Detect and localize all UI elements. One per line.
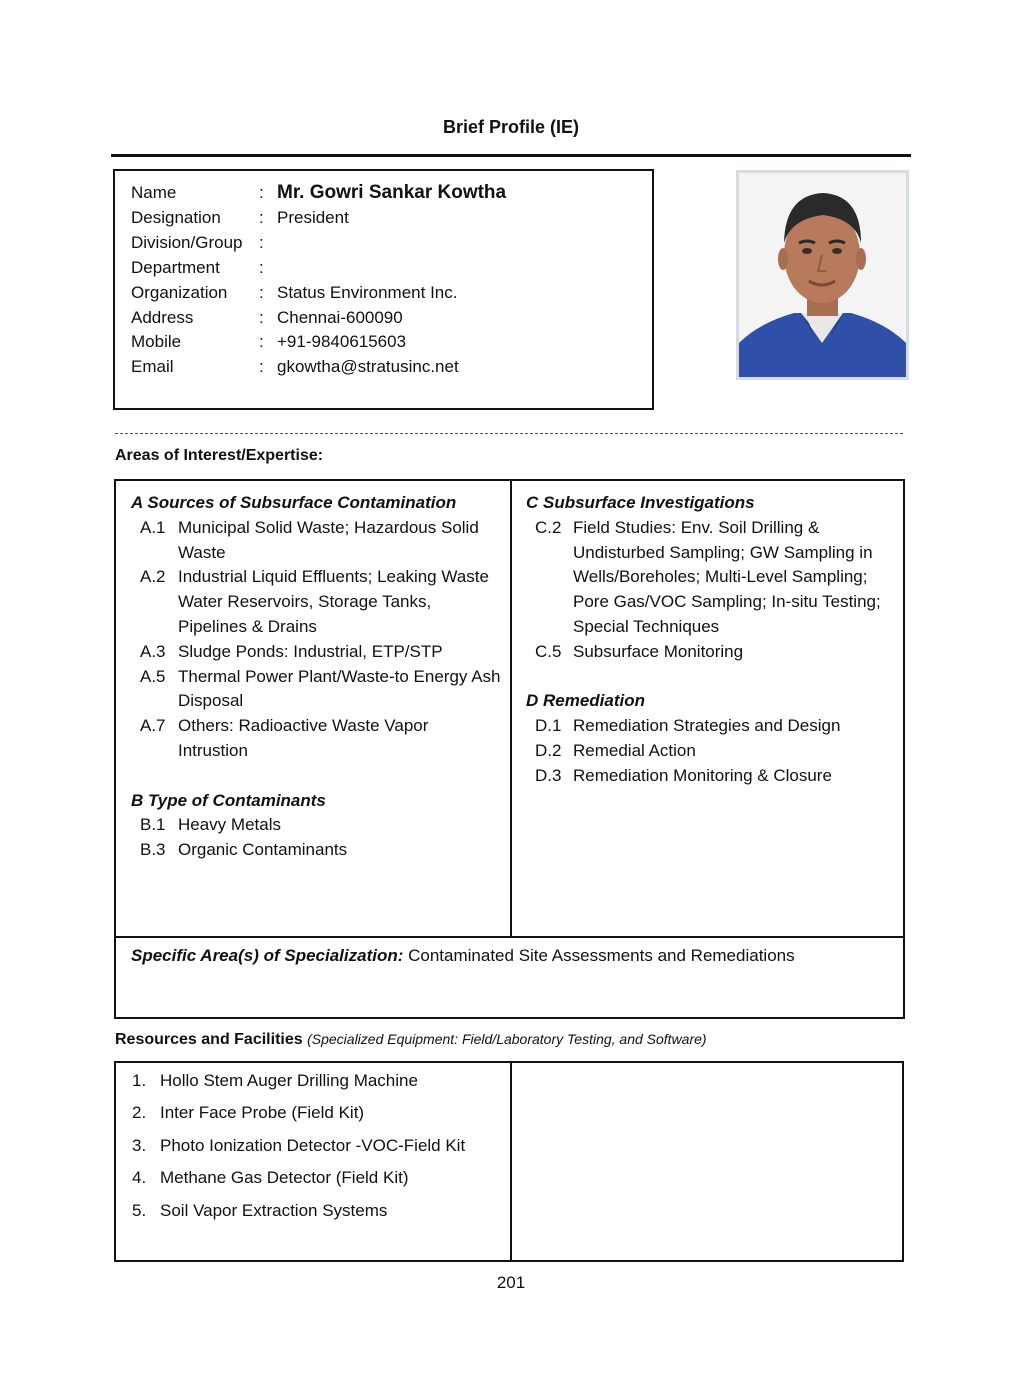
info-colon: : [259,332,264,351]
info-value: +91-9840615603 [277,332,407,351]
info-value: President [277,208,349,227]
info-label: Email [131,357,174,376]
resources-subtitle: (Specialized Equipment: Field/Laboratory Testing, and Software) [307,1031,707,1047]
item-code: D.1 [535,716,562,736]
list-item [131,813,503,838]
info-colon: : [259,357,264,376]
info-box [113,169,654,410]
info-colon: : [259,183,264,202]
areas-table [114,479,905,1019]
item-text: Remediation Monitoring & Closure [573,765,832,785]
page-title: Brief Profile (IE) [442,117,580,137]
category-title: B Type of Contaminants [131,790,326,810]
resources-title: Resources and Facilities [115,1031,303,1048]
info-colon: : [259,308,264,327]
info-value: Status Environment Inc. [277,283,458,302]
list-item [131,714,503,764]
list-item [132,1071,465,1103]
specialization-row [131,946,795,966]
info-row-designation [131,208,349,228]
list-item [526,714,898,739]
spacer [526,665,898,690]
item-number: 4. [132,1168,147,1188]
item-text: Municipal Solid Waste; Hazardous Solid Waste [178,517,479,562]
item-text: Field Studies: Env. Soil Drilling & Undisturbed Sampling; GW Sampling in Wells/Boreholes; Multi-Level Sampling; Pore Gas/VOC Sampling; In-situ Testing; Special Techniques [573,517,881,636]
list-item [132,1201,465,1233]
list-item [131,640,503,665]
list-item [526,640,898,665]
item-text: Organic Contaminants [178,840,348,860]
info-colon: : [259,283,264,302]
item-code: B.3 [140,840,166,860]
info-label: Mobile [131,332,182,351]
table-divider [510,1063,512,1260]
item-text: Others: Radioactive Waste Vapor Intrustion [178,716,429,760]
list-item [132,1103,465,1135]
info-label: Division/Group [131,233,243,252]
item-code: A.5 [140,666,166,686]
info-row-organization [131,283,457,303]
info-value: Chennai-600090 [277,308,403,327]
item-text: Methane Gas Detector (Field Kit) [160,1168,409,1188]
page-number: 201 [496,1273,526,1292]
section-divider [115,433,903,434]
item-code: B.1 [140,815,166,835]
list-item [526,764,898,789]
info-row-address [131,308,403,328]
item-text: Heavy Metals [178,815,281,835]
profile-photo [736,170,909,380]
item-number: 1. [132,1071,147,1090]
areas-heading: Areas of Interest/Expertise: [115,447,324,464]
item-text: Hollo Stem Auger Drilling Machine [160,1071,418,1090]
info-label: Organization [131,283,228,302]
resources-table [114,1061,904,1262]
item-code: A.7 [140,716,166,736]
item-code: D.2 [535,740,562,760]
table-divider [116,936,903,938]
list-item [526,516,898,640]
list-item [526,739,898,764]
areas-right-column [526,491,898,789]
list-item [132,1136,465,1168]
info-label: Designation [131,208,221,227]
list-item [132,1168,465,1200]
item-text: Remedial Action [573,740,696,760]
item-code: D.3 [535,765,562,785]
title-rule [111,154,911,157]
info-label: Name [131,183,177,202]
item-text: Sludge Ponds: Industrial, ETP/STP [178,641,443,661]
info-label: Department [131,258,220,277]
list-item [131,565,503,639]
item-text: Remediation Strategies and Design [573,716,841,736]
item-code: A.3 [140,641,166,661]
info-row-name [131,182,506,204]
item-text: Subsurface Monitoring [573,641,744,661]
item-code: A.1 [140,517,166,537]
category-title: C Subsurface Investigations [526,493,755,512]
item-text: Inter Face Probe (Field Kit) [160,1103,365,1123]
portrait-image [739,173,906,377]
info-row-department [131,258,277,278]
item-number: 3. [132,1135,147,1155]
areas-left-column [131,491,503,863]
info-value: Mr. Gowri Sankar Kowtha [277,182,507,203]
list-item [131,516,503,566]
category-title: D Remediation [526,691,646,711]
item-text: Soil Vapor Extraction Systems [160,1200,388,1220]
info-row-email [131,357,459,377]
item-number: 5. [132,1200,147,1220]
specialization-value: Contaminated Site Assessments and Remediations [408,946,795,965]
item-text: Photo Ionization Detector -VOC-Field Kit [160,1135,466,1155]
resources-list [132,1071,465,1233]
category-title: A Sources of Subsurface Contamination [131,493,457,512]
item-code: A.2 [140,567,166,587]
item-code: C.2 [535,517,562,537]
item-text: Industrial Liquid Effluents; Leaking Waste Water Reservoirs, Storage Tanks, Pipelines & Drains [178,567,489,636]
info-value: gkowtha@stratusinc.net [277,357,459,376]
item-text: Thermal Power Plant/Waste-to Energy Ash Disposal [178,666,501,711]
info-row-mobile [131,332,406,352]
info-colon: : [259,258,264,277]
specialization-label: Specific Area(s) of Specialization: [131,946,404,965]
item-code: C.5 [535,641,562,661]
spacer [131,764,503,789]
item-number: 2. [132,1103,147,1123]
table-divider [510,481,512,936]
info-row-division [131,233,277,253]
info-colon: : [259,233,264,252]
resources-heading [115,1031,707,1049]
info-label: Address [131,308,194,327]
list-item [131,665,503,715]
list-item [131,838,503,863]
info-colon: : [259,208,264,227]
